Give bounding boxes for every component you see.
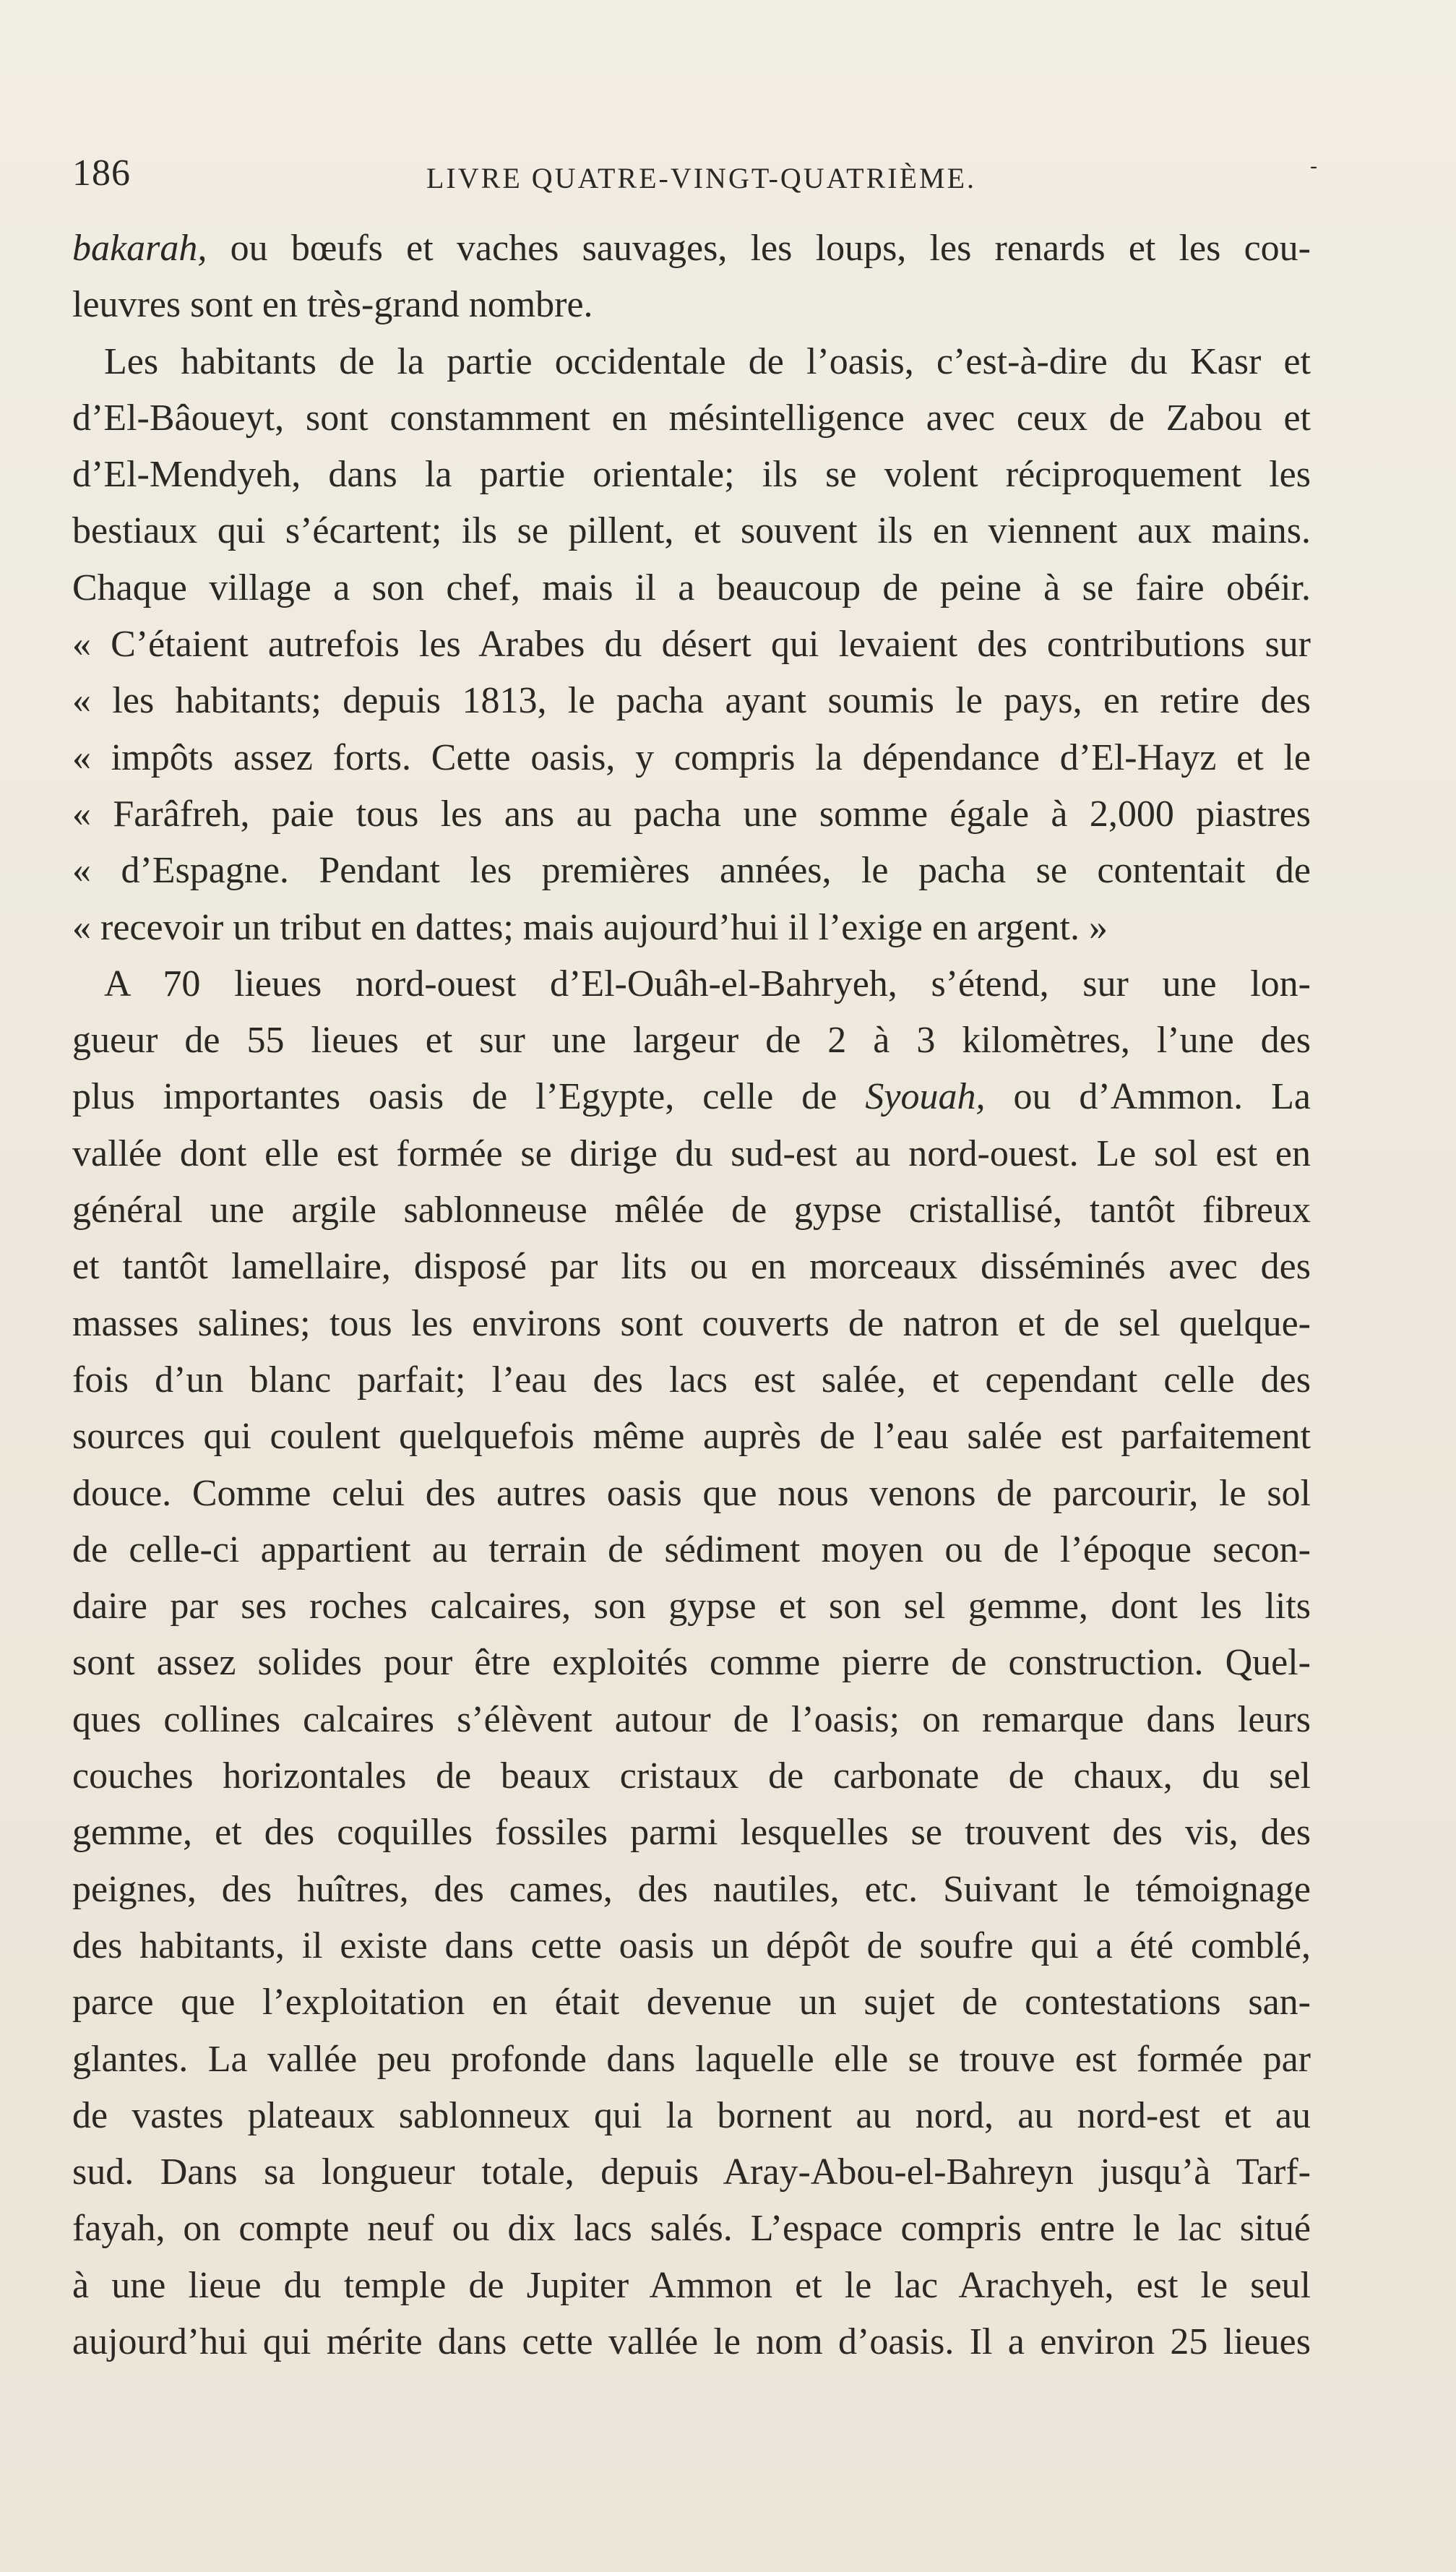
text-line: de vastes plateaux sablonneux qui la bornent au nord, au nord-est et au	[72, 2094, 1311, 2136]
text-line: glantes. La vallée peu profonde dans laquelle elle se trouve est formée par	[72, 2038, 1311, 2080]
text-line: « impôts assez forts. Cette oasis, y compris la dépendance d’El-Hayz et le	[72, 736, 1311, 778]
text-line: plus importantes oasis de l’Egypte, celle de Syouah, ou d’Ammon. La	[72, 1076, 1311, 1118]
text-line: et tantôt lamellaire, disposé par lits ou en morceaux disséminés avec des	[72, 1246, 1311, 1288]
text-line: leuvres sont en très-grand nombre.	[72, 284, 593, 326]
text-line: des habitants, il existe dans cette oasis un dépôt de soufre qui a été comblé,	[72, 1924, 1311, 1966]
text-line: « Farâfreh, paie tous les ans au pacha une somme égale à 2,000 piastres	[72, 793, 1311, 835]
text-line: Les habitants de la partie occidentale de l’oasis, c’est-à-dire du Kasr et	[104, 340, 1311, 382]
text-line: A 70 lieues nord-ouest d’El-Ouâh-el-Bahryeh, s’étend, sur une lon-	[104, 963, 1311, 1005]
text-line: fayah, on compte neuf ou dix lacs salés. L’espace compris entre le lac situé	[72, 2208, 1311, 2250]
text-line: à une lieue du temple de Jupiter Ammon et le lac Arachyeh, est le seul	[72, 2264, 1311, 2306]
text-line: douce. Comme celui des autres oasis que nous venons de parcourir, le sol	[72, 1472, 1311, 1514]
text-line: ques collines calcaires s’élèvent autour de l’oasis; on remarque dans leurs	[72, 1698, 1311, 1740]
page-header	[72, 152, 1344, 202]
text-line: « recevoir un tribut en dattes; mais aujourd’hui il l’exige en argent. »	[72, 906, 1108, 948]
text-line: sources qui coulent quelquefois même auprès de l’eau salée est parfaitement	[72, 1416, 1311, 1458]
text-line: d’El-Bâoueyt, sont constamment en mésintelligence avec ceux de Zabou et	[72, 397, 1311, 439]
text-line: masses salines; tous les environs sont couverts de natron et de sel quelque-	[72, 1302, 1311, 1344]
body-text	[72, 220, 1311, 2370]
text-line: fois d’un blanc parfait; l’eau des lacs est salée, et cependant celle des	[72, 1359, 1311, 1401]
text-line: daire par ses roches calcaires, son gypse et son sel gemme, dont les lits	[72, 1586, 1311, 1627]
page-number: 186	[72, 152, 131, 194]
text-line: aujourd’hui qui mérite dans cette vallée le nom d’oasis. Il a environ 25 lieues	[72, 2321, 1311, 2362]
text-line: « C’étaient autrefois les Arabes du désert qui levaient des contributions sur	[72, 624, 1311, 666]
text-line: parce que l’exploitation en était devenue un sujet de contestations san-	[72, 1982, 1311, 2023]
text-line: couches horizontales de beaux cristaux de carbonate de chaux, du sel	[72, 1755, 1311, 1797]
text-line: d’El-Mendyeh, dans la partie orientale; ils se volent réciproquement les	[72, 454, 1311, 496]
text-line: peignes, des huîtres, des cames, des nautiles, etc. Suivant le témoignage	[72, 1868, 1311, 1910]
text-line: Chaque village a son chef, mais il a beaucoup de peine à se faire obéir.	[72, 567, 1311, 608]
text-line: de celle-ci appartient au terrain de sédiment moyen ou de l’époque secon-	[72, 1528, 1311, 1570]
running-title: LIVRE QUATRE-VINGT-QUATRIÈME.	[426, 162, 977, 194]
text-line: vallée dont elle est formée se dirige du sud-est au nord-ouest. Le sol est en	[72, 1132, 1311, 1174]
text-line: sont assez solides pour être exploités comme pierre de construction. Quel-	[72, 1642, 1311, 1684]
text-line: gueur de 55 lieues et sur une largeur de 2 à 3 kilomètres, l’une des	[72, 1020, 1311, 1062]
text-line: « les habitants; depuis 1813, le pacha ayant soumis le pays, en retire des	[72, 680, 1311, 722]
text-line: sud. Dans sa longueur totale, depuis Aray-Abou-el-Bahreyn jusqu’à Tarf-	[72, 2151, 1311, 2193]
text-line: bestiaux qui s’écartent; ils se pillent, et souvent ils en viennent aux mains.	[72, 510, 1311, 552]
text-line: gemme, et des coquilles fossiles parmi lesquelles se trouvent des vis, des	[72, 1812, 1311, 1854]
text-line: « d’Espagne. Pendant les premières années, le pacha se contentait de	[72, 850, 1311, 892]
text-line: bakarah, ou bœufs et vaches sauvages, les loups, les renards et les cou-	[72, 228, 1311, 269]
corner-mark: -	[1310, 154, 1317, 178]
text-line: général une argile sablonneuse mêlée de gypse cristallisé, tantôt fibreux	[72, 1190, 1311, 1231]
